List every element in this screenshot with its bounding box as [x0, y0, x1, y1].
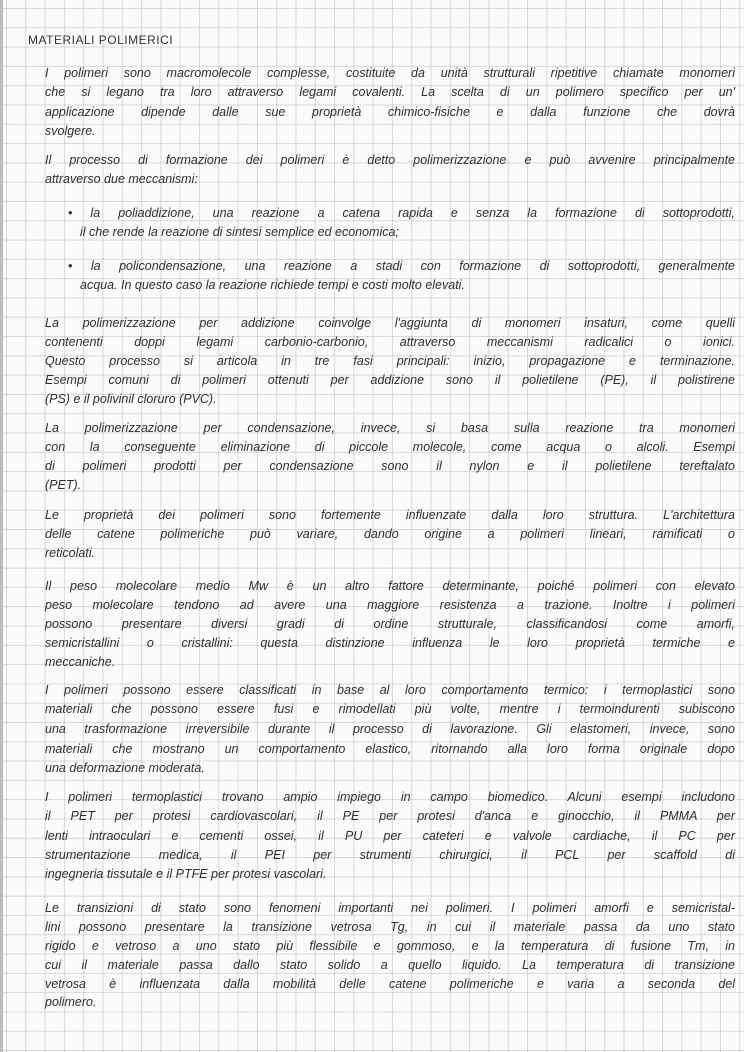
note-line: polimero.	[45, 995, 97, 1009]
note-line: materiali che possono essere fusi e rimodellati più volte, mentre i termoindurenti subiscono	[45, 702, 735, 716]
note-line: Questo processo si articola in tre fasi principali: inizio, propagazione e terminazione.	[45, 354, 735, 368]
page-title: MATERIALI POLIMERICI	[28, 33, 174, 47]
note-line: materiali che mostrano un comportamento elastico, ritornando alla loro forma originale dopo	[45, 742, 735, 756]
note-line: I polimeri possono essere classificati in base al loro comportamento termico: i termoplastici sono	[45, 683, 735, 697]
note-line: ingegneria tissutale e il PTFE per protesi vascolari.	[45, 867, 327, 881]
note-line: una trasformazione irreversibile durante il processo di lavorazione. Gli elastomeri, invece, sono	[45, 722, 735, 736]
note-line: rigido e vetroso a uno stato più flessibile e gommoso, e la temperatura di fusione Tm, in	[45, 939, 735, 953]
note-line: La polimerizzazione per addizione coinvolge l'aggiunta di monomeri insaturi, come quelli	[45, 316, 735, 330]
note-line: meccaniche.	[45, 655, 116, 669]
note-line: I polimeri sono macromolecole complesse, costituite da unità strutturali ripetitive chiamate monomeri	[45, 66, 735, 80]
note-line: il PET per protesi cardiovascolari, il PE per protesi d'anca e ginocchio, il PMMA per	[45, 809, 735, 823]
note-line: il che rende la reazione di sintesi semplice ed economica;	[80, 225, 399, 239]
note-line: (PET).	[45, 478, 82, 492]
note-line: lenti intraoculari e cementi ossei, il PU per cateteri e valvole cardiache, il PC per	[45, 829, 735, 843]
note-line: Le transizioni di stato sono fenomeni importanti nei polimeri. I polimeri amorfi e semicristal-	[45, 901, 735, 915]
note-line: svolgere.	[45, 124, 96, 138]
note-line: reticolati.	[45, 546, 96, 560]
note-line: La polimerizzazione per condensazione, invece, si basa sulla reazione tra monomeri	[45, 421, 735, 435]
note-line: Il peso molecolare medio Mw è un altro fattore determinante, poiché polimeri con elevato	[45, 579, 735, 593]
note-line: una deformazione moderata.	[45, 761, 205, 775]
note-line: vetrosa è influenzata dalla mobilità delle catene polimeriche e varia a seconda del	[45, 977, 735, 991]
note-line: cui il materiale passa dallo stato solido a quello liquido. La temperatura di transizione	[45, 958, 735, 972]
note-line: delle catene polimeriche può variare, dando origine a polimeri lineari, ramificati o	[45, 527, 735, 541]
notebook-margin	[0, 0, 3, 1052]
note-line: di polimeri prodotti per condensazione sono il nylon e il polietilene tereftalato	[45, 459, 735, 473]
note-line: Il processo di formazione dei polimeri è detto polimerizzazione e può avvenire principalmente	[45, 153, 735, 167]
note-line: applicazione dipende dalle sue proprietà chimico-fisiche e dalla funzione che dovrà	[45, 105, 735, 119]
note-line: contenenti doppi legami carbonio-carbonio, attraverso meccanismi radicalici o ionici.	[45, 335, 735, 349]
note-line: con la conseguente eliminazione di piccole molecole, come acqua o alcoli. Esempi	[45, 440, 735, 454]
note-line: possono presentare diversi gradi di ordine strutturale, classificandosi come amorfi,	[45, 617, 735, 631]
note-line: I polimeri termoplastici trovano ampio impiego in campo biomedico. Alcuni esempi includono	[45, 790, 735, 804]
note-line: semicristallini o cristallini: questa distinzione influenza le loro proprietà termiche e	[45, 636, 735, 650]
note-line: • la poliaddizione, una reazione a catena rapida e senza la formazione di sottoprodotti,	[68, 206, 735, 220]
note-line: • la policondensazione, una reazione a stadi con formazione di sottoprodotti, generalmente	[68, 259, 735, 273]
note-line: che si legano tra loro attraverso legami covalenti. La scelta di un polimero specifico per un'	[45, 85, 735, 99]
note-line: Esempi comuni di polimeri ottenuti per addizione sono il polietilene (PE), il polistirene	[45, 373, 735, 387]
note-line: lini possono presentare la transizione vetrosa Tg, in cui il materiale passa da uno stato	[45, 920, 735, 934]
note-line: Le proprietà dei polimeri sono fortemente influenzate dalla loro struttura. L'architettura	[45, 508, 735, 522]
note-line: acqua. In questo caso la reazione richiede tempi e costi molto elevati.	[80, 278, 465, 292]
note-line: (PS) e il polivinil cloruro (PVC).	[45, 392, 217, 406]
note-line: strumentazione medica, il PEI per strumenti chirurgici, il PCL per scaffold di	[45, 848, 735, 862]
note-line: attraverso due meccanismi:	[45, 172, 198, 186]
note-line: peso molecolare tendono ad avere una maggiore resistenza a trazione. Inoltre i polimeri	[45, 598, 735, 612]
